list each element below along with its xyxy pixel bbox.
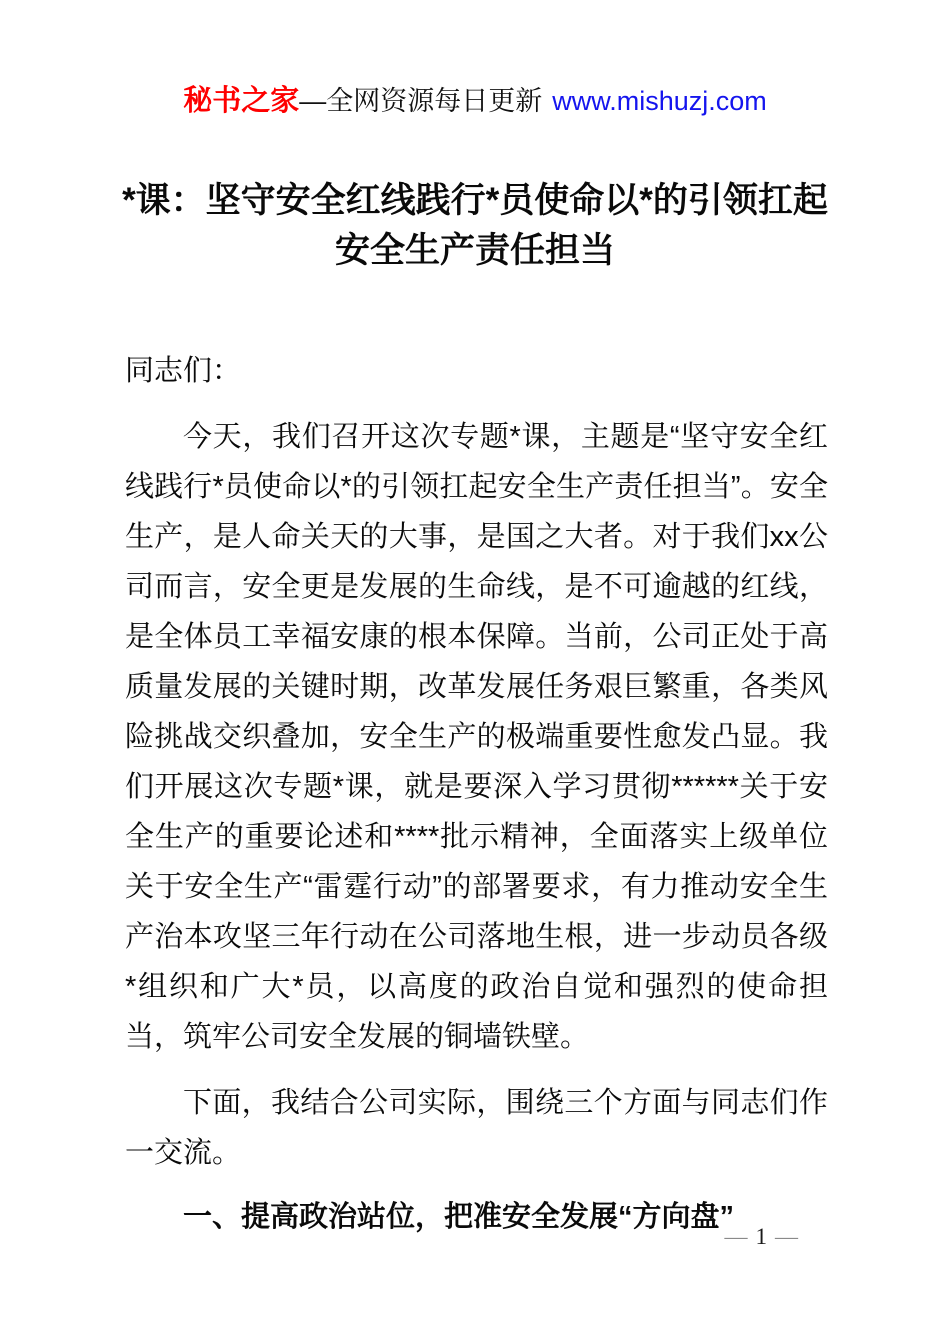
page-number bbox=[725, 1222, 801, 1252]
page-number-dash-left: — bbox=[724, 1224, 750, 1249]
paragraph-2: 下面，我结合公司实际，围绕三个方面与同志们作一交流。 bbox=[125, 1087, 828, 1169]
section-heading-1: 一、提高政治站位，把准安全发展“方向盘” bbox=[183, 1201, 735, 1233]
site-tagline: —全网资源每日更新 bbox=[299, 86, 543, 116]
paragraph-1: 今天，我们召开这次专题*课，主题是“坚守安全红线践行*员使命以*的引领扛起安全生产责任担当”。安全生产，是人命关天的大事，是国之大者。对于我们xx公司而言，安全更是发展的生命线，是不可逾越的红线，是全体员工幸福安康的根本保障。当前，公司正处于高质量发展的关键时期，改革发展任务艰巨繁重，各类风险挑战交织叠加，安全生产的极端重要性愈发凸显。我们开展这次专题*课，就是要深入学习贯彻******关于安全生产的重要论述和****批示精神，全面落实上级单位关于安全生产“雷霆行动”的部署要求，有力推动安全生产治本攻坚三年行动在公司落地生根，进一步动员各级*组织和广大*员，以高度的政治自觉和强烈的使命担当，筑牢公司安全发展的铜墙铁壁。 bbox=[125, 421, 828, 1053]
document-title: *课：坚守安全红线践行*员使命以*的引领扛起安全生产责任担当 bbox=[122, 181, 828, 270]
site-header bbox=[0, 84, 950, 118]
salutation: 同志们： bbox=[125, 355, 242, 387]
site-url-link[interactable]: www.mishuzj.com bbox=[552, 86, 767, 116]
site-brand: 秘书之家 bbox=[183, 85, 300, 117]
document-body bbox=[125, 346, 828, 1242]
page-number-value: 1 bbox=[755, 1224, 769, 1249]
page-number-dash-right: — bbox=[775, 1224, 800, 1249]
